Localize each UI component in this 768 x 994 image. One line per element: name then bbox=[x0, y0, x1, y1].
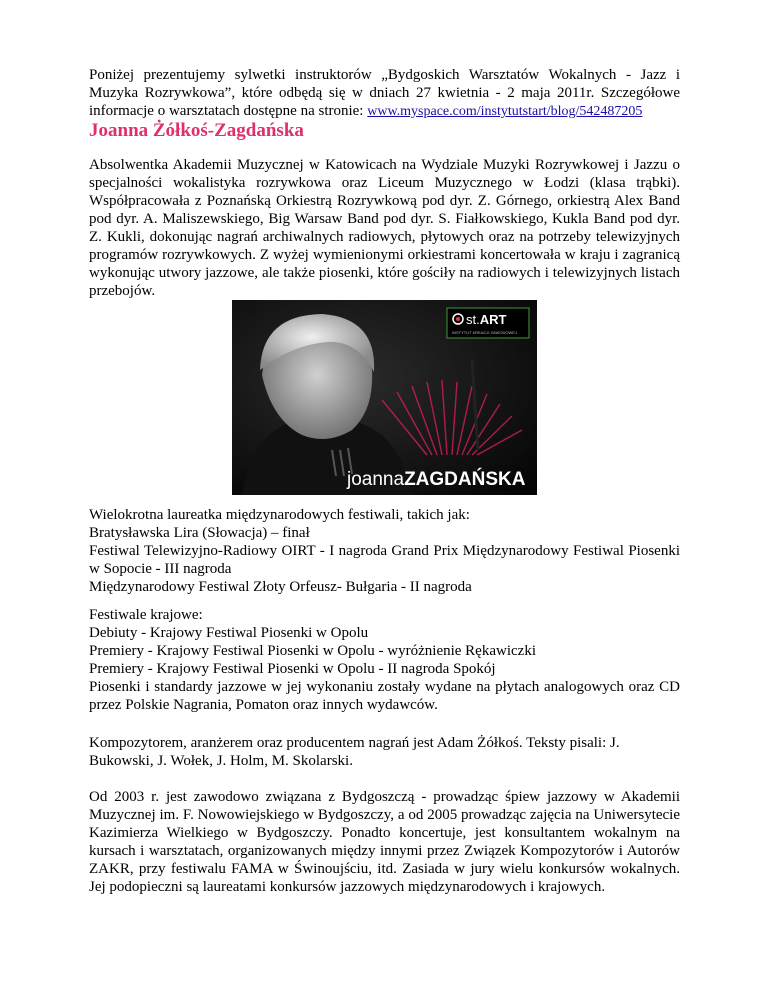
career-section bbox=[89, 788, 680, 896]
international-item: Międzynarodowy Festiwal Złoty Orfeusz- Bułgaria - II nagroda bbox=[89, 579, 472, 595]
logo-subtitle: INSTYTUT KREACJI ZAWODOWEJ bbox=[452, 330, 517, 335]
composer-section bbox=[89, 734, 680, 770]
portrait-image bbox=[232, 300, 537, 495]
domestic-item: Piosenki i standardy jazzowe w jej wykonaniu zostały wydane na płytach analogowych oraz CD przez Polskie Nagrania, Pomaton oraz innych wydawców. bbox=[89, 679, 680, 713]
international-intro: Wielokrotna laureatka międzynarodowych festiwali, takich jak: bbox=[89, 507, 470, 523]
intro-text: Poniżej prezentujemy sylwetki instruktorów „Bydgoskich Warsztatów Wokalnych - Jazz i Muzyka Rozrywkowa”, które odbędą się w dniach 27 kwietnia - 2 maja 2011r. Szczegółowe informacje o warsztatach dostępne na stronie: bbox=[89, 67, 680, 119]
bio-paragraph: Absolwentka Akademii Muzycznej w Katowicach na Wydziale Muzyki Rozrywkowej i Jazzu o specjalności wokalistyka rozrywkowa oraz Liceum Muzycznego w Łodzi (klasa trąbki). Współpracowała z Poznańską Orkiestrą Rozrywkową pod dyr. Z. Górnego, orkiestrą Alex Band pod dyr. A. Maliszewskiego, Big Warsaw Band pod dyr. S. Fiałkowskiego, Kukla Band pod dyr. Z. Kukli, dokonując nagrań archiwalnych radiowych, płytowych oraz na potrzeby telewizyjnych programów rozrywkowych. Z wyżej wymienionymi orkiestrami koncertowała w kraju i zagranicą wykonując utwory jazzowe, ale także piosenki, które gościły na radiowych i telewizyjnych listach przebojów. bbox=[89, 157, 680, 299]
career-paragraph: Od 2003 r. jest zawodowo związana z Bydgoszczą - prowadząc śpiew jazzowy w Akademii Muzycznej im. F. Nowowiejskiego w Bydgoszczy, a od 2005 prowadząc zajęcia na Uniwersytecie Kazimierza Wielkiego w Bydgoszczy. Ponadto koncertuje, jest konsultantem wokalnym na kursach i warsztatach, organizowanych między innymi przez Związek Kompozytorów i Autorów ZAKR, przy festiwalu FAMA w Świnoujściu, itd. Zasiada w jury wielu konkursów wokalnych. Jej podopieczni są laureatami konkursów jazzowych międzynarodowych i krajowych. bbox=[89, 789, 680, 895]
bio-section bbox=[89, 156, 680, 300]
workshop-link[interactable]: www.myspace.com/instytutstart/blog/542487205 bbox=[367, 104, 643, 119]
logo-text: st.ART bbox=[466, 312, 507, 327]
composer-paragraph: Kompozytorem, aranżerem oraz producentem nagrań jest Adam Żółkoś. Teksty pisali: J. Bukowski, J. Wołek, J. Holm, M. Skolarski. bbox=[89, 735, 620, 769]
international-festivals bbox=[89, 506, 680, 596]
international-item: Bratysławska Lira (Słowacja) – finał bbox=[89, 525, 310, 541]
document-page bbox=[89, 66, 680, 895]
intro-paragraph bbox=[89, 66, 680, 121]
domestic-item: Premiery - Krajowy Festiwal Piosenki w Opolu - II nagroda Spokój bbox=[89, 661, 496, 677]
artist-photo bbox=[232, 300, 537, 495]
international-item: Festiwal Telewizyjno-Radiowy OIRT - I nagroda Grand Prix Międzynarodowy Festiwal Piosenki w Sopocie - III nagroda bbox=[89, 543, 680, 577]
photo-caption: joannaZAGDAŃSKA bbox=[347, 469, 526, 490]
domestic-item: Premiery - Krajowy Festiwal Piosenki w Opolu - wyróżnienie Rękawiczki bbox=[89, 643, 536, 659]
page-title: Joanna Żółkoś-Zagdańska bbox=[89, 120, 304, 141]
domestic-festivals bbox=[89, 606, 680, 714]
domestic-item: Debiuty - Krajowy Festiwal Piosenki w Opolu bbox=[89, 625, 369, 641]
domestic-intro: Festiwale krajowe: bbox=[89, 607, 203, 623]
